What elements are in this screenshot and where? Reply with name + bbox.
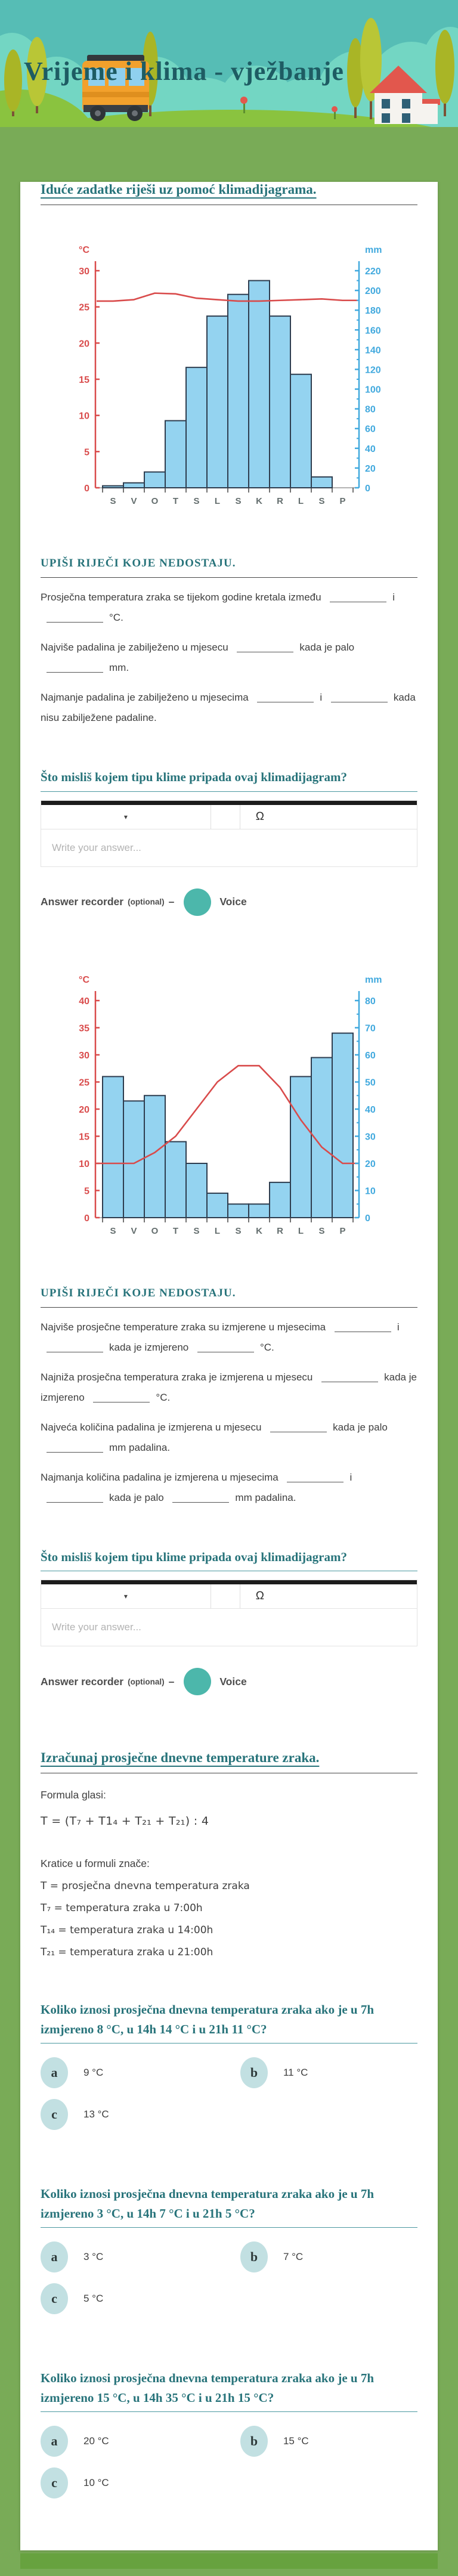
option-letter-badge: b [240,2241,268,2272]
mc-option[interactable] [240,2424,417,2459]
formula-intro: Formula glasi: [41,1789,106,1801]
svg-text:100: 100 [365,385,381,395]
fill-in-blank[interactable] [47,612,103,623]
mc-option[interactable] [41,2097,240,2132]
fill-in-sentence: Najniža prosječna temperatura zraka je izmjerena u mjesecu kada je izmjereno °C. [41,1371,417,1403]
chevron-down-icon: ▾ [123,1592,128,1601]
mc-option[interactable] [240,2055,417,2090]
recorder-label: Answer recorder [41,896,124,908]
svg-text:5: 5 [84,447,89,458]
svg-text:20: 20 [365,1159,376,1169]
option-label: 3 °C [83,2251,104,2263]
option-letter-badge: a [41,2241,68,2272]
climate-diagram-2 [49,962,407,1253]
mc-question-3-heading: Koliko iznosi prosječna dnevna temperatura zraka ako je u 7h izmjereno 15 °C, u 14h 35 °C i u 21h 15 °C? [41,2371,375,2405]
svg-text:O: O [151,496,159,506]
svg-text:mm: mm [365,245,382,255]
input-placeholder: Write your answer... [52,1621,141,1633]
svg-text:T: T [172,1225,179,1236]
answer-editor-2 [41,1580,417,1646]
divider [41,2411,417,2412]
voice-record-button[interactable] [184,888,211,916]
svg-text:L: L [298,496,304,506]
svg-text:P: P [339,1225,346,1236]
divider [41,791,417,792]
svg-text:220: 220 [365,267,381,277]
fill-in-sentence: Najviše padalina je zabilježeno u mjesecu kada je palo mm. [41,642,355,673]
toolbar-spacer [211,805,240,829]
formula-legend [41,1880,417,1958]
svg-text:S: S [235,496,242,506]
svg-text:10: 10 [79,1159,89,1169]
mc-question-1-options [41,2055,417,2132]
svg-text:70: 70 [365,1023,376,1034]
svg-text:S: S [193,1225,200,1236]
climate-diagram-1 [49,233,407,524]
svg-text:K: K [256,1225,262,1236]
voice-record-button[interactable] [184,1668,211,1695]
svg-text:R: R [277,496,283,506]
mc-question-2-options [41,2240,417,2316]
legend-line: T₁₄ = temperatura zraka u 14:00h [41,1924,213,1937]
mc-option[interactable] [41,2055,240,2090]
special-character-button[interactable] [240,1584,417,1608]
editor-toolbar [41,1584,417,1609]
option-letter-badge: c [41,2283,68,2314]
calc-heading: Izračunaj prosječne dnevne temperature zraka. [41,1750,320,1766]
legend-line: T₇ = temperatura zraka u 7:00h [41,1902,203,1915]
mc-option[interactable] [240,2240,417,2274]
omega-icon: Ω [255,1590,264,1603]
svg-text:30: 30 [79,267,89,277]
divider [41,1307,417,1308]
svg-text:V: V [131,1225,137,1236]
input-placeholder: Write your answer... [52,841,141,853]
svg-text:15: 15 [79,1132,89,1143]
option-letter-badge: c [41,2099,68,2130]
svg-text:°C: °C [79,974,89,985]
open-question-1-heading: Što misliš kojem tipu klime pripada ovaj klimadijagram? [41,770,347,784]
answer-editor-1 [41,800,417,867]
omega-icon: Ω [255,810,264,823]
header-banner [0,0,458,127]
svg-text:L: L [298,1225,304,1236]
mc-option[interactable] [41,2466,240,2500]
mc-question-2-heading: Koliko iznosi prosječna dnevna temperatura zraka ako je u 7h izmjereno 3 °C, u 14h 7 °C i u 21h 5 °C? [41,2187,375,2221]
svg-text:0: 0 [365,484,370,494]
svg-text:50: 50 [365,1078,376,1088]
legend-line: T = prosječna dnevna temperatura zraka [41,1880,250,1893]
mc-option[interactable] [41,2424,240,2459]
footer-strip [20,2553,438,2569]
fill-in-sentence: Prosječna temperatura zraka se tijekom godine kretala između i °C. [41,592,395,623]
svg-text:T: T [172,496,179,506]
toolbar-spacer [211,1584,240,1608]
svg-text:10: 10 [365,1186,376,1197]
fill-in-blank[interactable] [172,1492,229,1503]
answer-input-2[interactable] [41,1609,417,1646]
voice-label: Voice [219,896,247,908]
chevron-down-icon: ▾ [123,812,128,821]
svg-text:20: 20 [79,339,89,349]
divider [41,2227,417,2228]
fill-in-blank[interactable] [330,592,386,602]
voice-label: Voice [219,1675,247,1688]
svg-text:25: 25 [79,1078,89,1088]
open-question-2-heading: Što misliš kojem tipu klime pripada ovaj klimadijagram? [41,1549,347,1564]
mc-option[interactable] [41,2240,240,2274]
option-label: 7 °C [283,2251,304,2263]
svg-text:S: S [110,1225,116,1236]
svg-text:L: L [214,496,221,506]
option-label: 11 °C [283,2067,308,2079]
editor-top-bar [41,1580,417,1584]
svg-text:35: 35 [79,1023,89,1034]
svg-text:40: 40 [365,1104,376,1115]
fill-in-blank[interactable] [197,1342,254,1352]
fill-in-blank[interactable] [237,642,293,652]
fill-in-blank[interactable] [47,1342,103,1352]
intro-heading: Iduće zadatke riješi uz pomoć klimadijagrama. [41,182,317,197]
legend-intro: Kratice u formuli znače: [41,1857,150,1870]
svg-text:15: 15 [79,375,89,385]
fill-in-2-heading: UPIŠI RIJEČI KOJE NEDOSTAJU. [41,1286,236,1299]
paragraph-style-dropdown[interactable] [41,1584,211,1608]
svg-text:140: 140 [365,345,381,356]
svg-text:80: 80 [365,996,376,1007]
svg-text:160: 160 [365,326,381,336]
fill-in-blank[interactable] [321,1371,378,1382]
svg-text:°C: °C [79,245,89,255]
svg-text:S: S [193,496,200,506]
svg-text:K: K [256,496,262,506]
mc-question-2 [41,2184,417,2316]
mc-question-3-options [41,2424,417,2500]
legend-line: T₂₁ = temperatura zraka u 21:00h [41,1946,213,1959]
answer-input-1[interactable] [41,829,417,866]
svg-text:180: 180 [365,306,381,317]
svg-text:120: 120 [365,365,381,376]
svg-text:0: 0 [365,1213,370,1224]
svg-text:30: 30 [365,1132,376,1143]
answer-recorder-1 [41,888,417,916]
recorder-separator: – [168,896,175,908]
option-label: 5 °C [83,2293,104,2305]
svg-text:P: P [339,496,346,506]
svg-text:O: O [151,1225,159,1236]
option-letter-badge: c [41,2467,68,2498]
option-label: 10 °C [83,2477,109,2489]
fill-in-sentence: Najviše prosječne temperature zraka su izmjerene u mjesecima i kada je izmjereno °C. [41,1321,400,1353]
fill-in-blank[interactable] [47,1492,103,1503]
editor-top-bar [41,801,417,805]
worksheet-card [20,182,438,2550]
fill-in-blank[interactable] [331,692,388,702]
recorder-label: Answer recorder [41,1675,124,1688]
svg-text:5: 5 [84,1186,89,1197]
option-label: 9 °C [83,2067,104,2079]
svg-text:S: S [318,1225,325,1236]
fill-in-1-sentences [41,587,417,728]
svg-text:40: 40 [79,996,89,1007]
option-label: 13 °C [83,2109,109,2120]
svg-text:mm: mm [365,974,382,985]
svg-text:40: 40 [365,444,376,454]
option-letter-badge: a [41,2426,68,2457]
svg-text:S: S [110,496,116,506]
fill-in-blank[interactable] [335,1321,391,1332]
answer-recorder-2 [41,1668,417,1695]
svg-text:S: S [235,1225,242,1236]
option-label: 20 °C [83,2435,109,2447]
mc-question-1-heading: Koliko iznosi prosječna dnevna temperatura zraka ako je u 7h izmjereno 8 °C, u 14h 14 °C i u 21h 11 °C? [41,2002,375,2036]
divider [41,2043,417,2044]
svg-text:20: 20 [365,463,376,474]
option-letter-badge: b [240,2426,268,2457]
svg-text:V: V [131,496,137,506]
option-letter-badge: b [240,2057,268,2088]
fill-in-2-sentences [41,1317,417,1508]
svg-text:0: 0 [84,1213,89,1224]
fill-in-sentence: Najveća količina padalina je izmjerena u mjesecu kada je palo mm padalina. [41,1421,388,1453]
fill-in-sentence: Najmanje padalina je zabilježeno u mjesecima i kada nisu zabilježene padaline. [41,692,416,723]
editor-toolbar [41,805,417,829]
svg-text:200: 200 [365,286,381,297]
page-title: Vrijeme i klima - vježbanje [24,57,344,86]
option-label: 15 °C [283,2435,309,2447]
svg-text:R: R [277,1225,283,1236]
svg-text:60: 60 [365,1050,376,1061]
fill-in-1-heading: UPIŠI RIJEČI KOJE NEDOSTAJU. [41,557,236,569]
option-letter-badge: a [41,2057,68,2088]
fill-in-blank[interactable] [93,1392,150,1402]
svg-text:10: 10 [79,411,89,422]
fill-in-blank[interactable] [287,1472,344,1482]
svg-text:S: S [318,496,325,506]
fill-in-blank[interactable] [270,1422,327,1432]
svg-text:0: 0 [84,484,89,494]
mc-question-3 [41,2368,417,2500]
svg-text:60: 60 [365,424,376,435]
fill-in-blank[interactable] [47,662,103,673]
svg-text:80: 80 [365,404,376,415]
recorder-optional-label: (optional) [128,1677,165,1686]
paragraph-style-dropdown[interactable] [41,805,211,829]
fill-in-blank[interactable] [257,692,314,702]
svg-text:25: 25 [79,302,89,313]
svg-text:20: 20 [79,1104,89,1115]
fill-in-sentence: Najmanja količina padalina je izmjerena u mjesecima i kada je palo mm padalina. [41,1471,352,1503]
recorder-optional-label: (optional) [128,897,165,907]
recorder-separator: – [168,1675,175,1688]
divider [41,577,417,578]
mc-option[interactable] [41,2281,240,2316]
special-character-button[interactable] [240,805,417,829]
svg-text:30: 30 [79,1050,89,1061]
fill-in-blank[interactable] [47,1442,103,1453]
formula: T = (T₇ + T1₄ + T₂₁ + T₂₁) : 4 [41,1815,209,1828]
svg-text:L: L [214,1225,221,1236]
mc-question-1 [41,2000,417,2132]
